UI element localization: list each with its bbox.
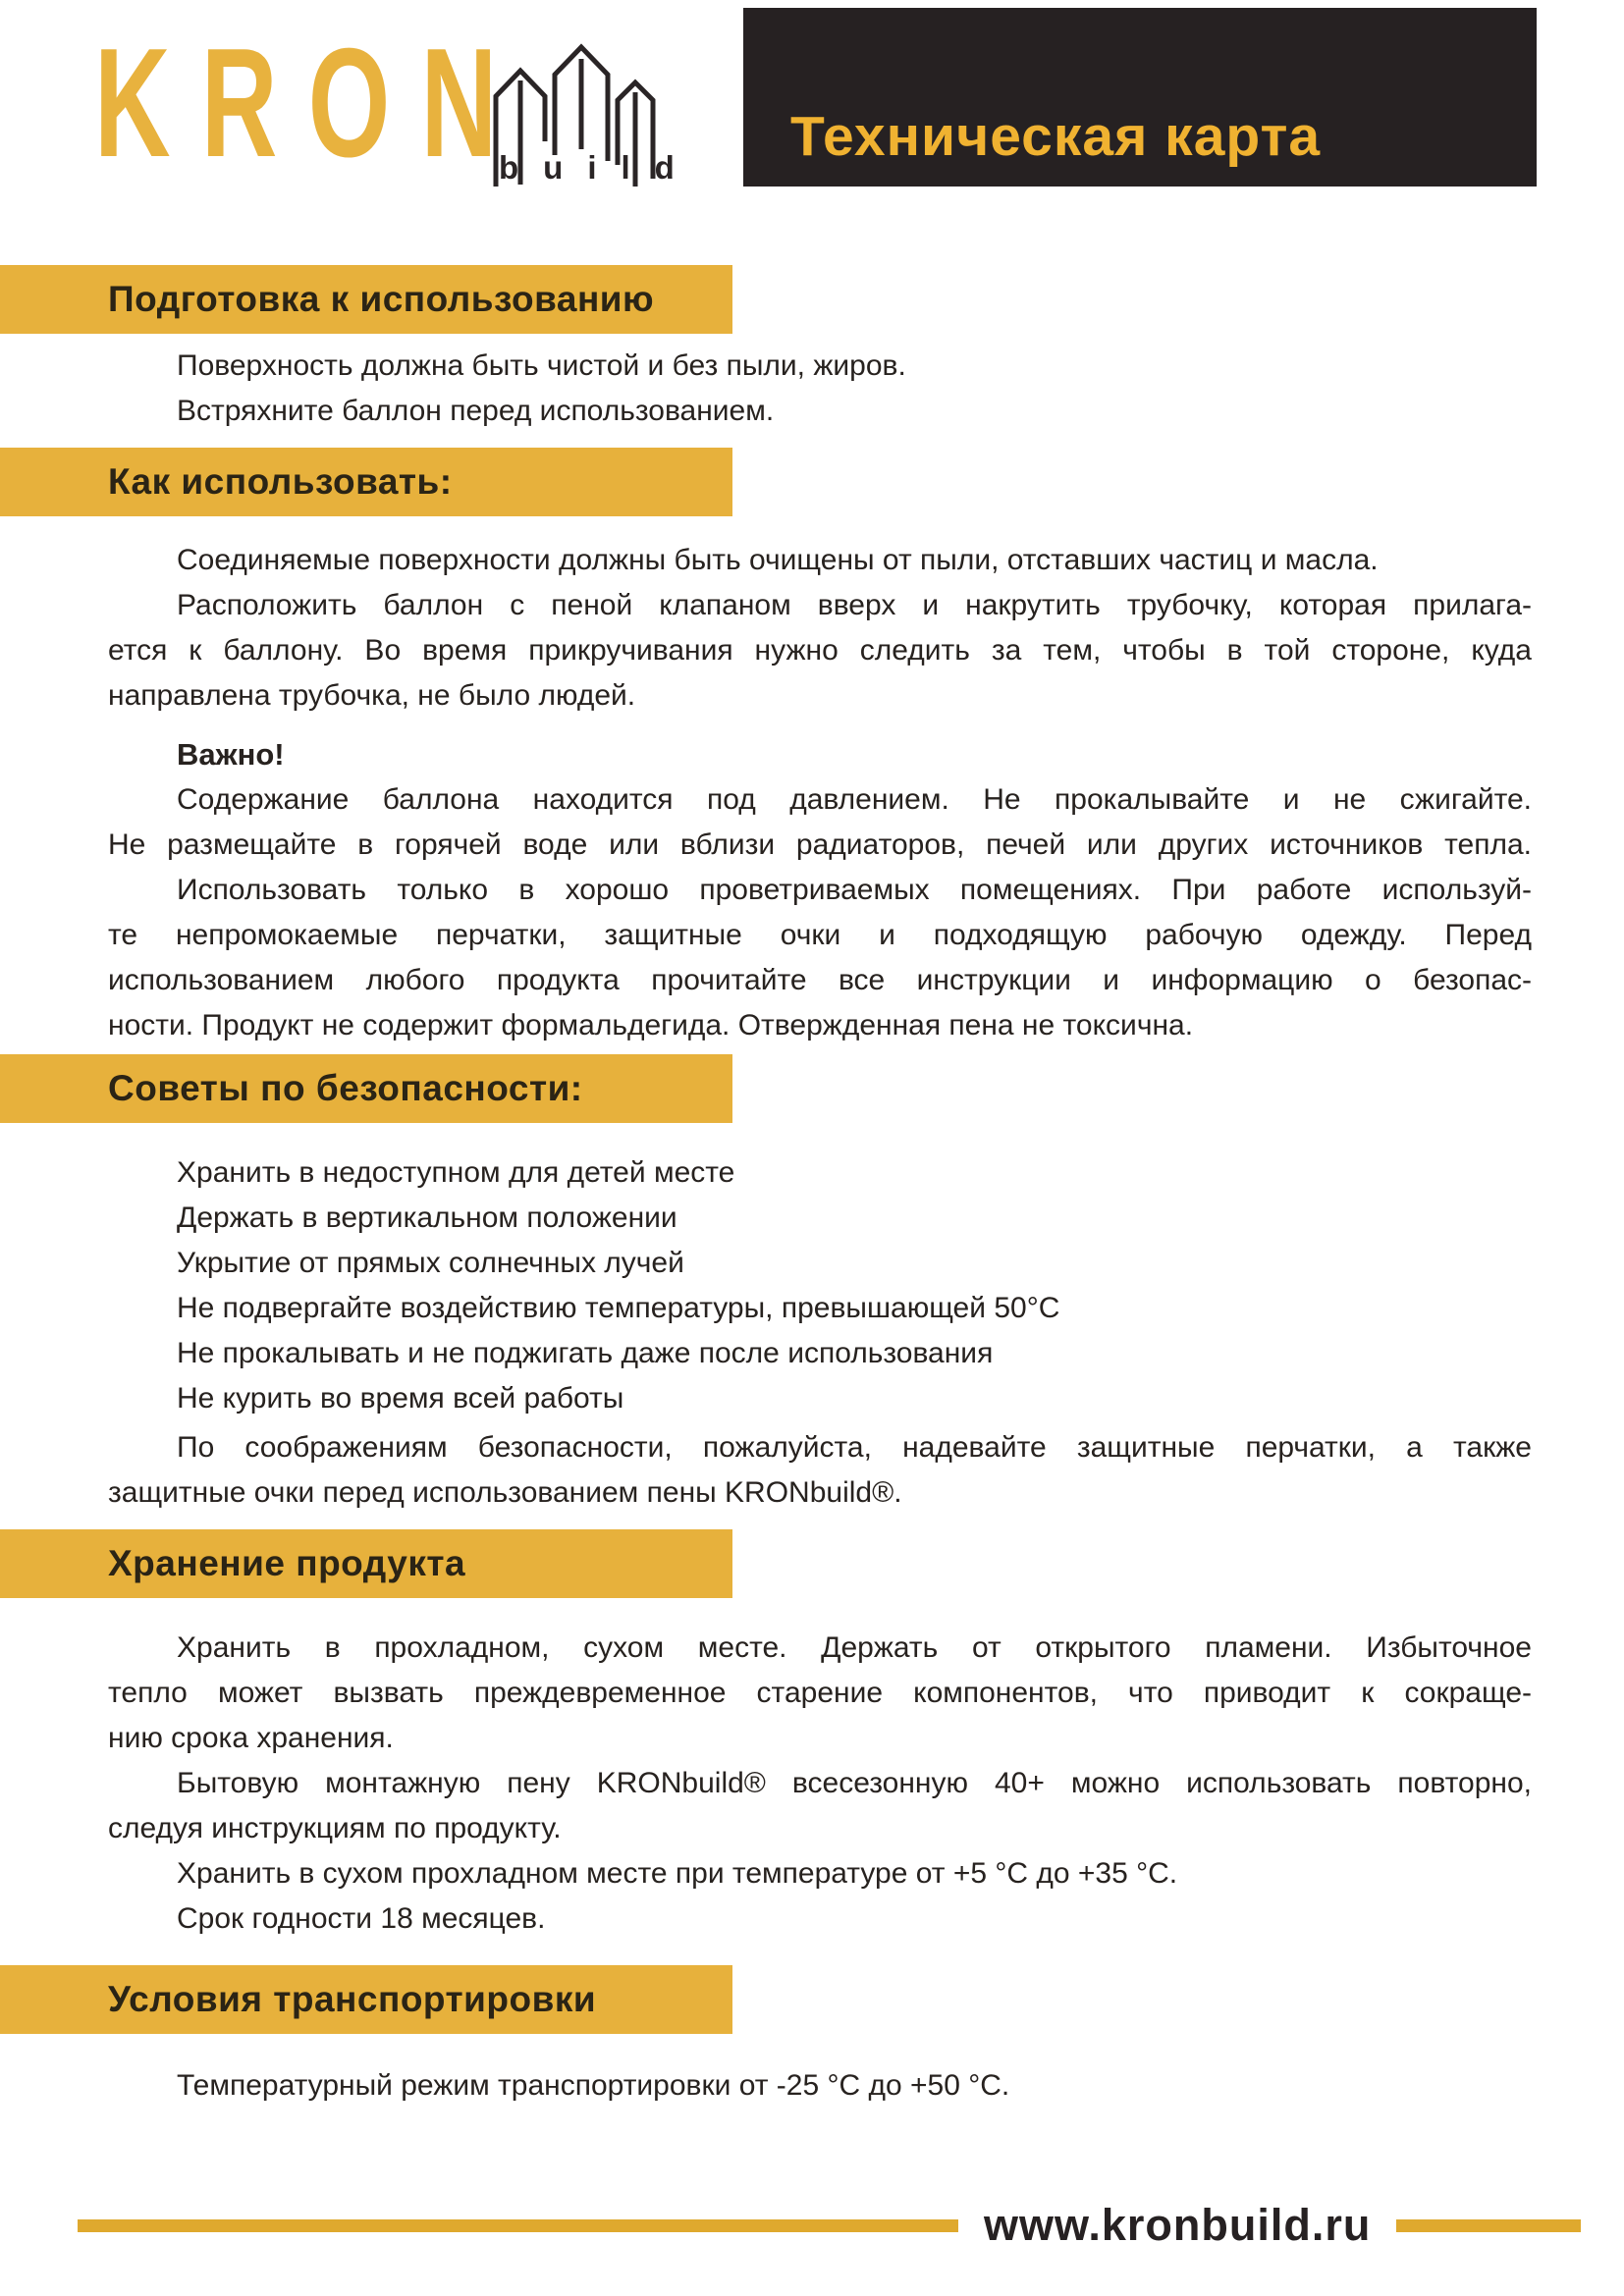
footer-rule-right [1396,2219,1581,2232]
section-body [108,1150,1532,1516]
text-line: следуя инструкциям по продукту. [108,1812,562,1844]
section-heading-bar [0,1965,732,2034]
section-heading-bar [0,1529,732,1598]
section-body [108,1626,1532,1942]
section-heading-bar [0,448,732,516]
page-header [0,0,1624,191]
logo-wordmark: KRON [94,17,528,189]
text-line: Не курить во время всей работы [177,1382,624,1415]
paragraph [108,777,1532,868]
text-line: Температурный режим транспортировки от -25 °C до +50 °C. [177,2069,1010,2102]
footer-rule-left [78,2219,958,2232]
section-heading-bar [0,1054,732,1123]
website-link[interactable]: www.kronbuild.ru [984,2200,1372,2250]
paragraph [108,1761,1532,1851]
text-line: Не размещайте в горячей воде или вблизи радиаторов, печей или других источников тепла. [108,828,1532,861]
paragraph [108,344,1532,434]
text-line: те непромокаемые перчатки, защитные очки и подходящую рабочую одежду. Перед [108,919,1532,951]
paragraph [108,583,1532,719]
section-heading: Хранение продукта [108,1543,466,1583]
text-line: Не прокалывать и не поджигать даже после использования [177,1337,994,1369]
section-heading: Условия транспортировки [108,1979,597,2019]
text-line: Расположить баллон с пеной клапаном вверх и накрутить трубочку, которая прилага- [177,589,1532,621]
sections [0,265,1624,2109]
section-heading: Как использовать: [108,461,453,502]
text-line: Хранить в прохладном, сухом месте. Держать от открытого пламени. Избыточное [177,1631,1532,1664]
logo-sub-wordmark: build [499,149,699,186]
text-line: Не подвергайте воздействию температуры, превышающей 50°C [177,1292,1060,1324]
paragraph [108,1425,1532,1516]
subheading: Важно! [177,737,285,772]
text-line: ется к баллону. Во время прикручивания нужно следить за тем, чтобы в той стороне, куда [108,634,1532,667]
text-line: Укрытие от прямых солнечных лучей [177,1247,684,1279]
text-line: тепло может вызвать преждевременное старение компонентов, что приводит к сокраще- [108,1677,1532,1709]
paragraph [108,1851,1532,1896]
text-line: ности. Продукт не содержит формальдегида. Отвержденная пена не токсична. [108,1009,1194,1041]
text-line: По соображениям безопасности, пожалуйста, надевайте защитные перчатки, а также [177,1431,1532,1464]
text-line: Соединяемые поверхности должны быть очищены от пыли, отставших частиц и масла. [177,544,1379,576]
paragraph [108,1150,1532,1421]
page-footer [0,2200,1624,2251]
text-line: Встряхните баллон перед использованием. [177,395,775,427]
text-line: Использовать только в хорошо проветриваемых помещениях. При работе используй- [177,874,1532,906]
text-line: защитные очки перед использованием пены KRONbuild®. [108,1476,902,1509]
text-line: Хранить в недоступном для детей месте [177,1156,735,1189]
section-body [108,2063,1532,2109]
text-line: использованием любого продукта прочитайте все инструкции и информацию о безопас- [108,964,1532,996]
paragraph [108,538,1532,583]
text-line: Держать в вертикальном положении [177,1201,677,1234]
paragraph [108,1896,1532,1942]
text-line: Бытовую монтажную пену KRONbuild® всесезонную 40+ можно использовать повторно, [177,1767,1532,1799]
text-line: нию срока хранения. [108,1722,394,1754]
text-line: направлена трубочка, не было людей. [108,679,636,712]
paragraph [108,2063,1532,2109]
text-line: Содержание баллона находится под давлением. Не прокалывайте и не сжигайте. [177,783,1532,816]
section-heading: Советы по безопасности: [108,1068,583,1108]
page-title: Техническая карта [790,105,1322,168]
section-body [108,538,1532,1048]
title-banner [743,8,1537,187]
paragraph [108,1626,1532,1761]
text-line: Поверхность должна быть чистой и без пыли, жиров. [177,349,906,382]
text-line: Хранить в сухом прохладном месте при температуре от +5 °C до +35 °C. [177,1857,1178,1890]
section-body [108,344,1532,434]
paragraph [108,868,1532,1048]
text-line: Срок годности 18 месяцев. [177,1902,546,1935]
section-heading: Подготовка к использованию [108,279,655,319]
section-heading-bar [0,265,732,334]
